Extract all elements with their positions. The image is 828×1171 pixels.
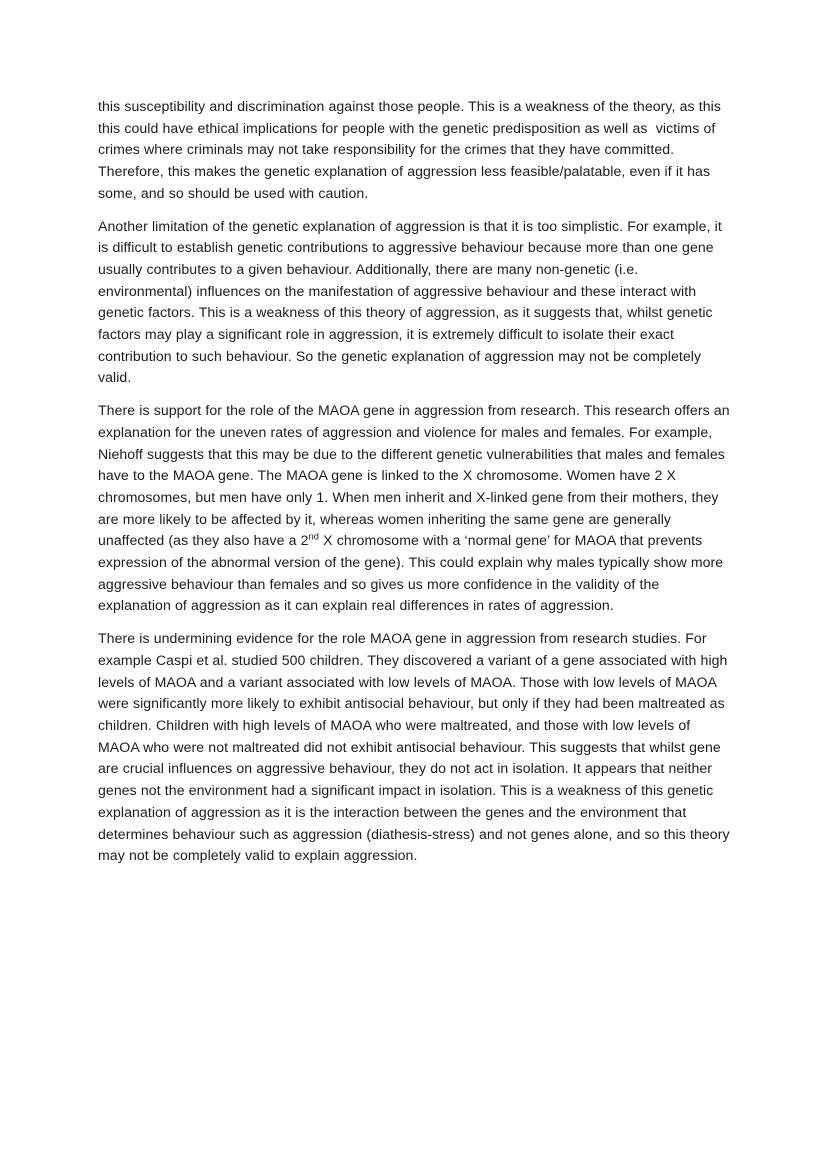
paragraph-3-text-after-superscript: X chromosome with a ‘normal gene’ for MAOA that prevents expression of the abnormal version of the gene). This could explain why males typically show more aggressive behaviour than females and so gives us more confidence in the validity of the explanation of aggression as it can explain real differences in rates of aggression. bbox=[98, 532, 728, 614]
paragraph-2: Another limitation of the genetic explanation of aggression is that it is too simplistic. For example, it is difficult to establish genetic contributions to aggressive behaviour because more than one gene usually contributes to a given behaviour. Additionally, there are many non-genetic (i.e. environmental) influences on the manifestation of aggressive behaviour and these interact with genetic factors. This is a weakness of this theory of aggression, as it suggests that, whilst genetic factors may play a significant role in aggression, it is extremely difficult to isolate their exact contribution to such behaviour. So the genetic explanation of aggression may not be completely valid. bbox=[98, 217, 726, 386]
document-text-column bbox=[98, 96, 732, 867]
paragraph-3 bbox=[98, 400, 732, 617]
paragraph-1: this susceptibility and discrimination against those people. This is a weakness of the theory, as this this could have ethical implications for people with the genetic predisposition as well as victims of crimes where criminals may not take responsibility for the crimes that they have committed. Therefore, this makes the genetic explanation of aggression less feasible/palatable, even if it has some, and so should be used with caution. bbox=[98, 98, 726, 201]
paragraph-4: There is undermining evidence for the role MAOA gene in aggression from research studies. For example Caspi et al. studied 500 children. They discovered a variant of a gene associated with high levels of MAOA and a variant associated with low levels of MAOA. Those with low levels of MAOA were significantly more likely to exhibit antisocial behaviour, but only if they had been maltreated as children. Children with high levels of MAOA who were maltreated, and those with low levels of MAOA who were not maltreated did not exhibit antisocial behaviour. This suggests that whilst gene are crucial influences on aggressive behaviour, they do not act in isolation. It appears that neither genes not the environment had a significant impact in isolation. This is a weakness of this genetic explanation of aggression as it is the interaction between the genes and the environment that determines behaviour such as aggression (diathesis-stress) and not genes alone, and so this theory may not be completely valid to explain aggression. bbox=[98, 630, 734, 864]
ordinal-superscript-nd: nd bbox=[308, 531, 320, 542]
paragraph-3-text-before-superscript: There is support for the role of the MAOA gene in aggression from research. This research offers an explanation for the uneven rates of aggression and violence for males and females. For example, Niehoff suggests that this may be due to the different genetic vulnerabilities that males and females have to the MAOA gene. The MAOA gene is linked to the X chromosome. Women have 2 X chromosomes, but men have only 1. When men inherit and X-linked gene from their mothers, they are more likely to be affected by it, whereas women inheriting the same gene are generally unaffected (as they also have a 2 bbox=[98, 402, 734, 549]
